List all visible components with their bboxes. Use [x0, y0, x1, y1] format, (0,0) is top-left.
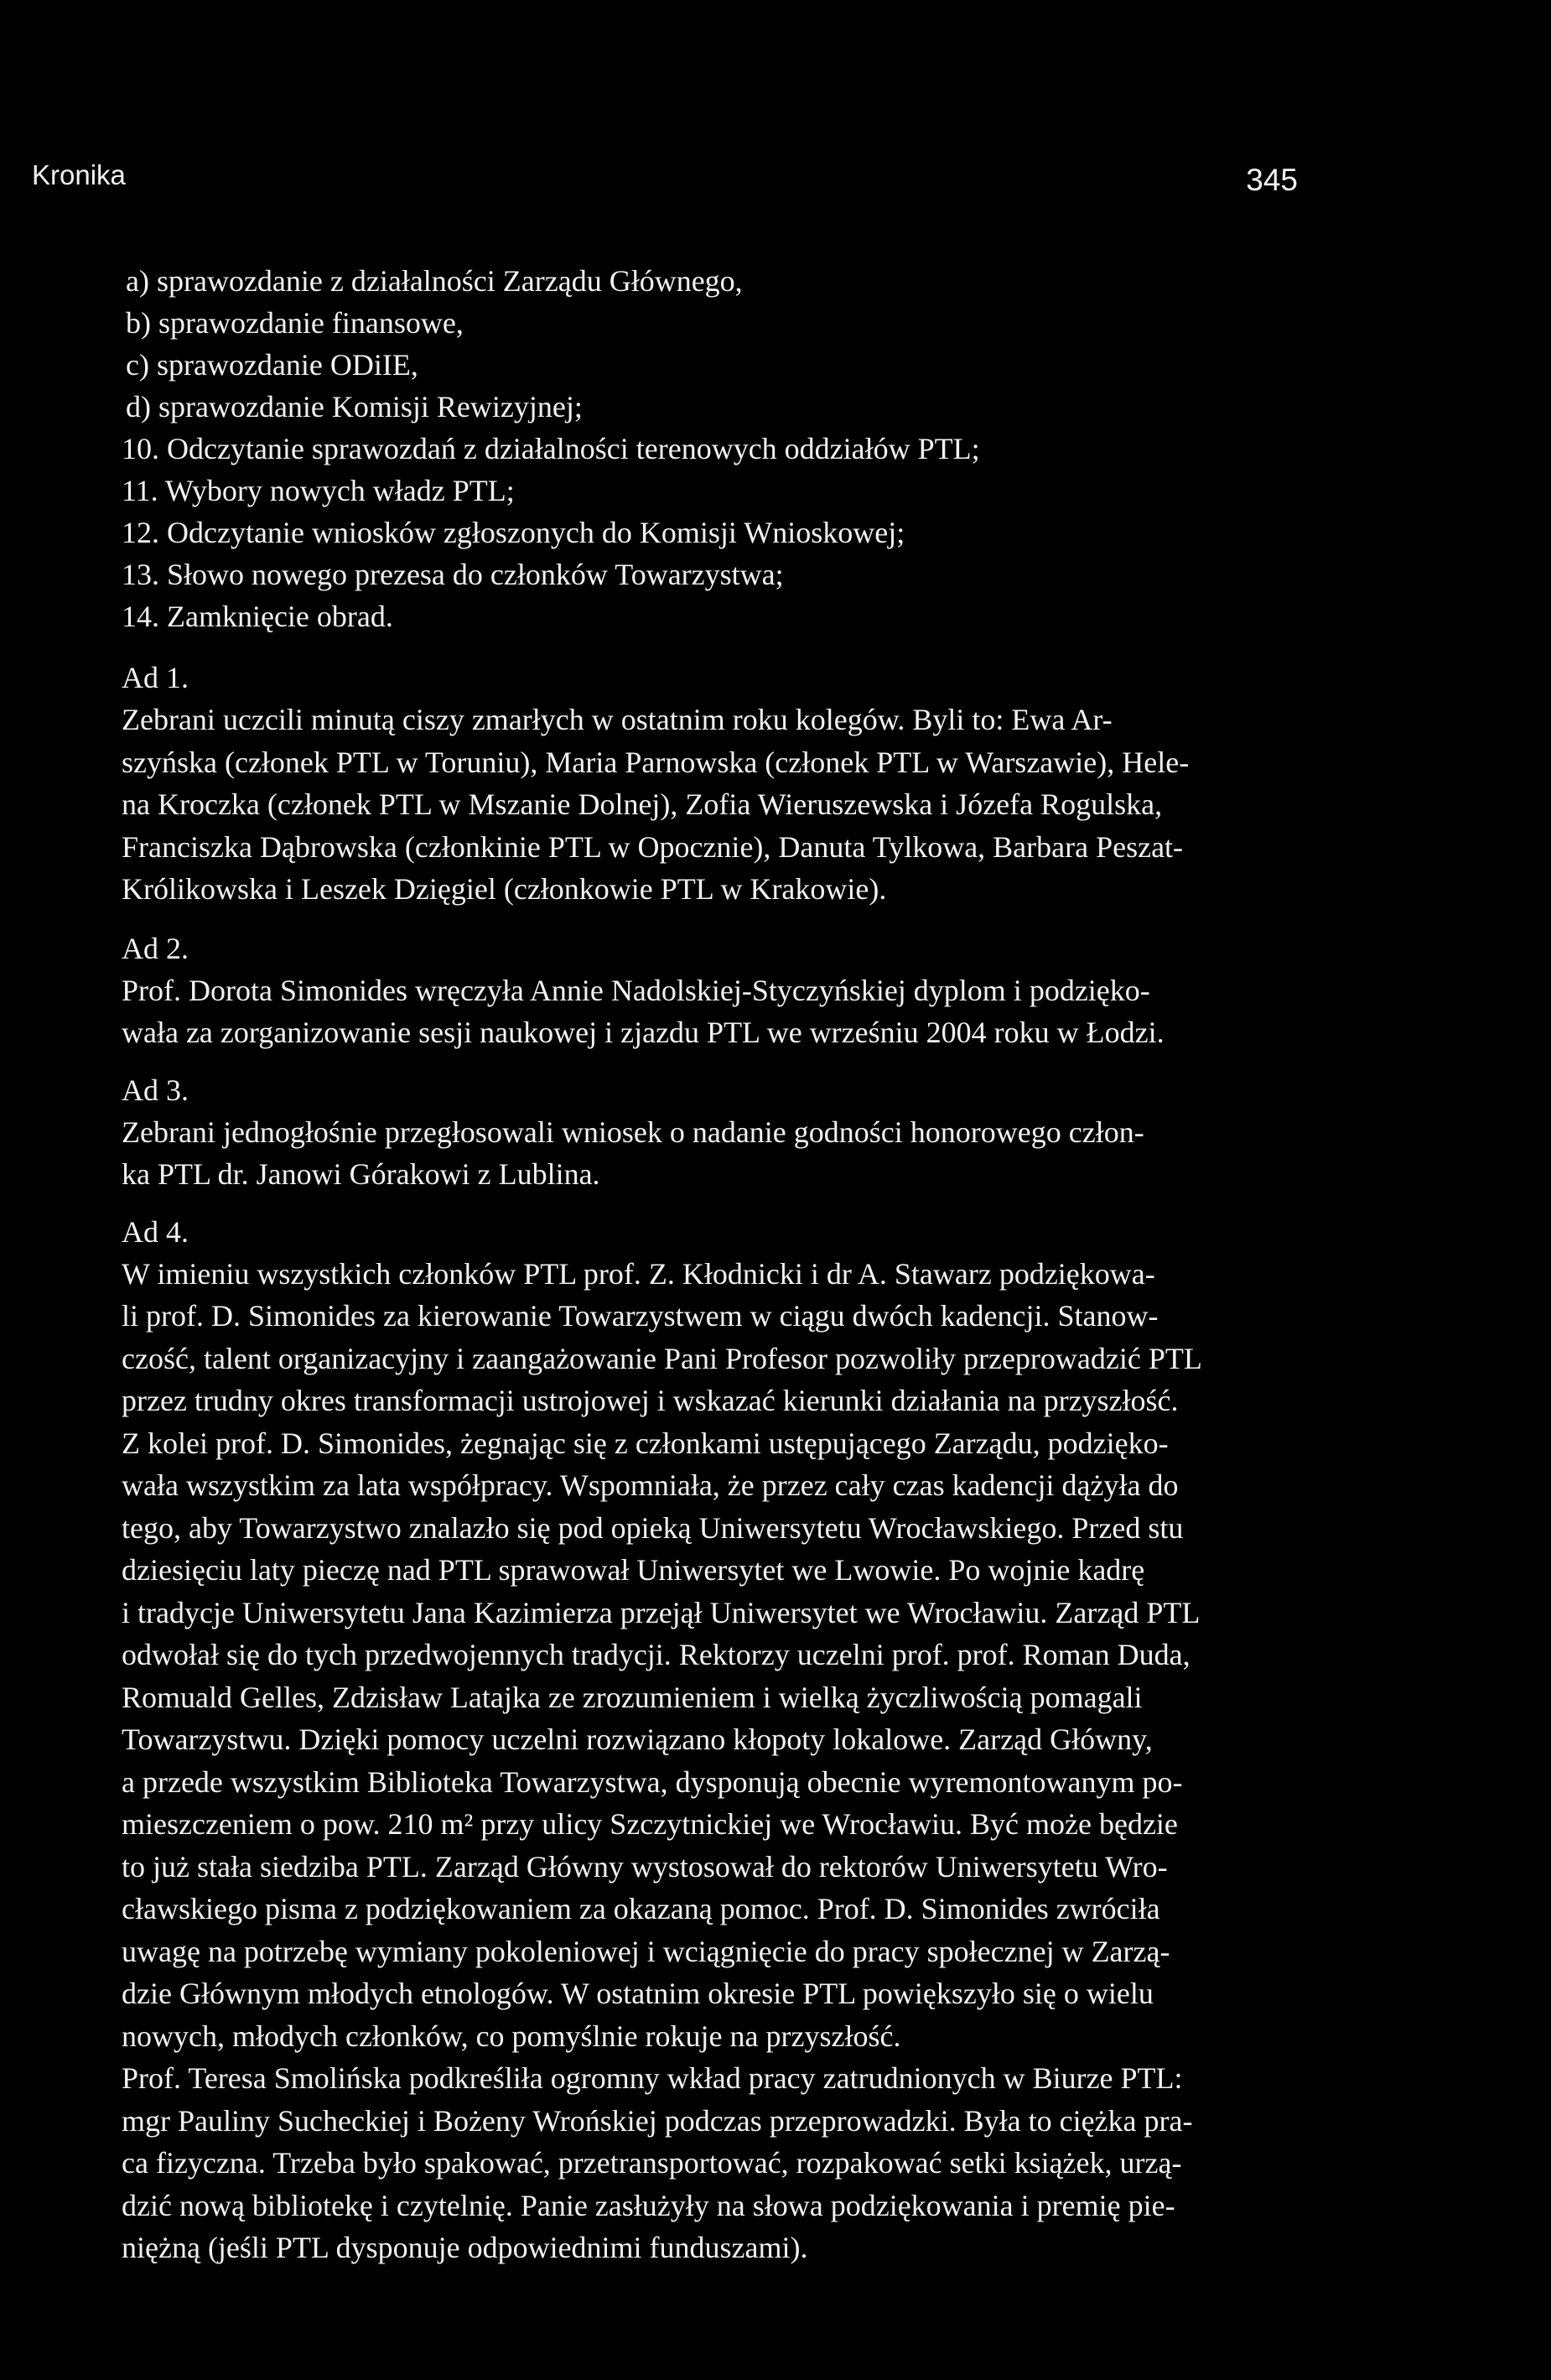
section-heading: Ad 3. — [122, 1073, 189, 1107]
text-line: Z kolei prof. D. Simonides, żegnając się z członkami ustępującego Zarządu, podzięko- — [122, 1426, 1169, 1460]
text-line: Franciszka Dąbrowska (członkinie PTL w Opocznie), Danuta Tylkowa, Barbara Peszat- — [122, 829, 1184, 864]
paragraph — [122, 699, 1299, 911]
text-line: uwagę na potrzebę wymiany pokoleniowej i wciągnięcie do pracy społecznej w Zarzą- — [122, 1934, 1170, 1968]
body-text — [122, 657, 1299, 2284]
text-line: czość, talent organizacyjny i zaangażowanie Pani Profesor pozwoliły przeprowadzić PTL — [122, 1341, 1202, 1375]
text-line: Królikowska i Leszek Dzięgiel (członkowie PTL w Krakowie). — [122, 872, 887, 906]
text-line: szyńska (członek PTL w Toruniu), Maria Parnowska (członek PTL w Warszawie), Hele- — [122, 745, 1190, 779]
text-line: ka PTL dr. Janowi Górakowi z Lublina. — [122, 1157, 600, 1191]
agenda-item: 12. Odczytanie wniosków zgłoszonych do Komisji Wnioskowej; — [122, 516, 905, 549]
text-line: W imieniu wszystkich członków PTL prof. Z. Kłodnicki i dr A. Stawarz podziękowa- — [122, 1256, 1155, 1291]
paragraph — [122, 1111, 1299, 1196]
agenda-item: c) sprawozdanie ODiIE, — [126, 348, 418, 382]
text-line: i tradycje Uniwersytetu Jana Kazimierza przejął Uniwersytet we Wrocławiu. Zarząd PTL — [122, 1595, 1201, 1629]
text-line: ca fizyczna. Trzeba było spakować, przetransportować, rozpakować setki książek, urzą- — [122, 2146, 1182, 2180]
text-line: dzie Głównym młodych etnologów. W ostatnim okresie PTL powiększyło się o wielu — [122, 1977, 1154, 2010]
section-ad-4 — [122, 1211, 1299, 2269]
text-line: nowych, młodych członków, co pomyślnie rokuje na przyszłość. — [122, 2019, 901, 2053]
text-line: na Kroczka (członek PTL w Mszanie Dolnej), Zofia Wieruszewska i Józefa Rogulska, — [122, 787, 1163, 821]
agenda-item: 13. Słowo nowego prezesa do członków Towarzystwa; — [122, 558, 784, 591]
text-line: dzić nową bibliotekę i czytelnię. Panie zasłużyły na słowa podziękowania i premię pie- — [122, 2188, 1175, 2222]
agenda-item: b) sprawozdanie finansowe, — [126, 306, 464, 340]
agenda-item: 11. Wybory nowych władz PTL; — [122, 474, 515, 507]
text-line: Zebrani uczcili minutą ciszy zmarłych w ostatnim roku kolegów. Byli to: Ewa Ar- — [122, 703, 1113, 736]
agenda-item: d) sprawozdanie Komisji Rewizyjnej; — [126, 390, 583, 424]
text-line: dziesięciu laty pieczę nad PTL sprawował Uniwersytet we Lwowie. Po wojnie kadrę — [122, 1553, 1145, 1587]
text-line: wała wszystkim za lata współpracy. Wspomniała, że przez cały czas kadencji dążyła do — [122, 1468, 1179, 1502]
text-line: przez trudny okres transformacji ustrojowej i wskazać kierunki działania na przyszłość. — [122, 1384, 1179, 1417]
paragraph — [122, 969, 1299, 1054]
text-line: mieszczeniem o pow. 210 m² przy ulicy Szczytnickiej we Wrocławiu. Być może będzie — [122, 1807, 1178, 1841]
text-line: cławskiego pisma z podziękowaniem za okazaną pomoc. Prof. D. Simonides zwróciła — [122, 1892, 1160, 1925]
text-line: wała za zorganizowanie sesji naukowej i zjazdu PTL we wrześniu 2004 roku w Łodzi. — [122, 1016, 1165, 1049]
text-line: Prof. Dorota Simonides wręczyła Annie Nadolskiej-Styczyńskiej dyplom i podzięko- — [122, 973, 1150, 1007]
running-head: Kronika — [32, 159, 126, 190]
text-line: mgr Pauliny Sucheckiej i Bożeny Wrońskiej podczas przeprowadzki. Była to ciężka pra- — [122, 2103, 1193, 2138]
section-ad-1 — [122, 657, 1299, 911]
text-line: niężną (jeśli PTL dysponuje odpowiednimi funduszami). — [122, 2231, 808, 2264]
page-number: 345 — [1246, 163, 1298, 197]
agenda-list — [122, 260, 1295, 637]
text-line: Romuald Gelles, Zdzisław Latajka ze zrozumieniem i wielką życzliwością pomagali — [122, 1680, 1143, 1714]
agenda-item: 10. Odczytanie sprawozdań z działalności terenowych oddziałów PTL; — [122, 432, 980, 465]
section-heading: Ad 4. — [122, 1214, 189, 1249]
text-line: Prof. Teresa Smolińska podkreśliła ogromny wkład pracy zatrudnionych w Biurze PTL: — [122, 2061, 1183, 2095]
text-line: Zebrani jednogłośnie przegłosowali wniosek o nadanie godności honorowego człon- — [122, 1115, 1144, 1149]
section-ad-3 — [122, 1069, 1299, 1196]
section-heading: Ad 1. — [122, 661, 189, 694]
text-line: odwołał się do tych przedwojennych tradycji. Rektorzy uczelni prof. prof. Roman Duda, — [122, 1638, 1190, 1671]
text-line: to już stała siedziba PTL. Zarząd Główny wystosował do rektorów Uniwersytetu Wro- — [122, 1849, 1168, 1884]
text-line: li prof. D. Simonides za kierowanie Towarzystwem w ciągu dwóch kadencji. Stanow- — [122, 1299, 1159, 1333]
agenda-item: a) sprawozdanie z działalności Zarządu Głównego, — [126, 264, 743, 298]
paragraph — [122, 1253, 1299, 2269]
page-header — [32, 159, 1298, 201]
text-line: Towarzystwu. Dzięki pomocy uczelni rozwiązano kłopoty lokalowe. Zarząd Główny, — [122, 1723, 1153, 1756]
section-ad-2 — [122, 928, 1299, 1054]
text-line: a przede wszystkim Biblioteka Towarzystwa, dysponują obecnie wyremontowanym po- — [122, 1764, 1183, 1799]
section-heading: Ad 2. — [122, 931, 189, 965]
agenda-item: 14. Zamknięcie obrad. — [122, 600, 393, 633]
text-line: tego, aby Towarzystwo znalazło się pod opieką Uniwersytetu Wrocławskiego. Przed stu — [122, 1510, 1184, 1545]
